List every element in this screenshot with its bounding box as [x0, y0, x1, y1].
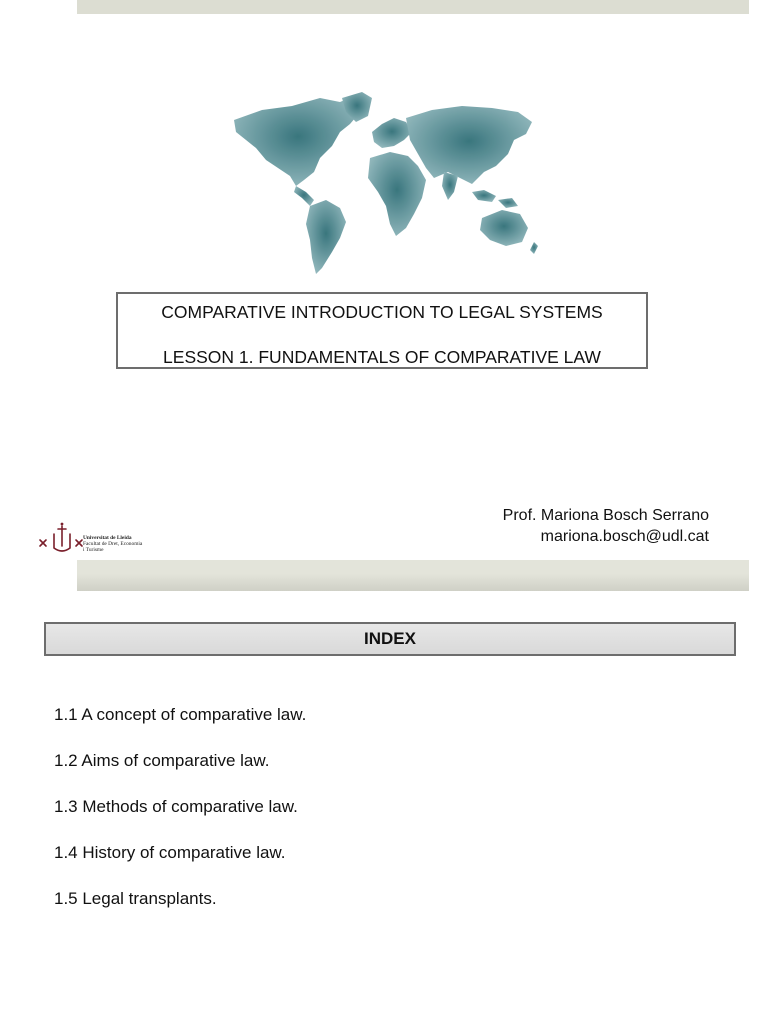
slide-index: [0, 560, 768, 1024]
logo-line-3: i Turisme: [83, 547, 104, 553]
index-item-5: 1.5 Legal transplants.: [54, 889, 217, 908]
professor-email: mariona.bosch@udl.cat: [540, 528, 709, 545]
header-band: [77, 560, 749, 591]
index-item-3: 1.3 Methods of comparative law.: [54, 797, 298, 816]
university-logo-text: [83, 535, 142, 553]
logo-line-1: Universitat de Lleida: [83, 535, 132, 541]
world-map-icon: [222, 88, 542, 278]
professor-name: Prof. Mariona Bosch Serrano: [502, 507, 709, 524]
title-box: [116, 292, 648, 369]
professor-info: [503, 505, 709, 547]
logo-line-2: Facultat de Dret, Economia: [83, 541, 143, 547]
index-list: [54, 704, 306, 934]
lesson-title: LESSON 1. FUNDAMENTALS OF COMPARATIVE LAW: [163, 347, 601, 367]
index-item-2: 1.2 Aims of comparative law.: [54, 751, 270, 770]
index-item-1: 1.1 A concept of comparative law.: [54, 705, 307, 724]
header-bar: [77, 0, 749, 14]
course-title: COMPARATIVE INTRODUCTION TO LEGAL SYSTEMS: [161, 302, 603, 322]
index-heading: INDEX: [44, 622, 736, 656]
index-item-4: 1.4 History of comparative law.: [54, 843, 286, 862]
